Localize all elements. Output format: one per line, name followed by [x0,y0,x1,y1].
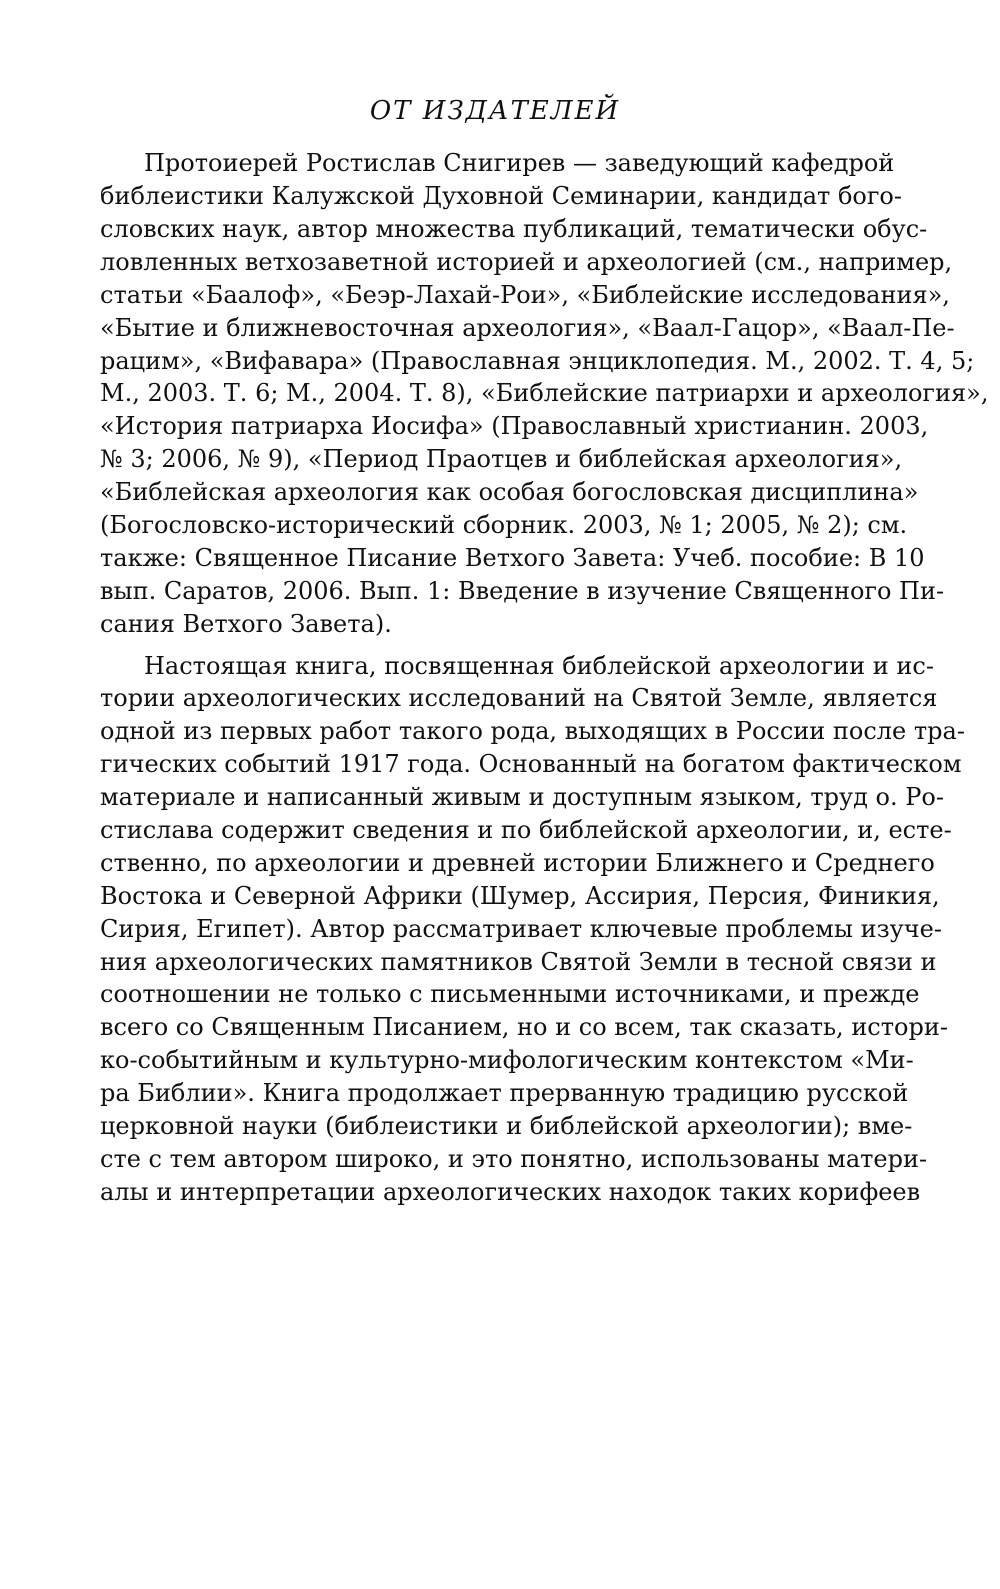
paragraph-1 [100,147,989,640]
text-line: «Бытие и ближневосточная археология», «Ваал-Гацор», «Ваал-Пе- [100,313,955,342]
text-line: сания Ветхого Завета). [100,609,392,638]
text-line: соотношении не только с письменными источниками, и прежде [100,980,920,1009]
text-line: «Библейская археология как особая богословская дисциплина» [100,478,919,507]
text-line: ко-событийным и культурно-мифологическим контекстом «Ми- [100,1046,914,1075]
text-line: ственно, по археологии и древней истории Ближнего и Среднего [100,848,935,877]
text-line: Настоящая книга, посвященная библейской археологии и ис- [144,651,934,680]
text-line: № 3; 2006, № 9), «Период Праотцев и библейская археология», [100,445,903,474]
text-line: ния археологических памятников Святой Земли в тесной связи и [100,947,937,976]
text-line: церковной науки (библеистики и библейской археологии); вме- [100,1112,913,1141]
text-line: материале и написанный живым и доступным языком, труд о. Ро- [100,783,944,812]
text-line: (Богословско-исторический сборник. 2003, № 1; 2005, № 2); см. [100,510,908,539]
text-line: ловленных ветхозаветной историей и археологией (см., например, [100,247,953,276]
text-line: алы и интерпретации археологических находок таких корифеев [100,1177,921,1206]
text-line: тории археологических исследований на Святой Земле, является [100,684,938,713]
text-line: Сирия, Египет). Автор рассматривает ключевые проблемы изуче- [100,914,942,943]
text-line: гических событий 1917 года. Основанный на богатом фактическом [100,750,962,779]
text-line: также: Священное Писание Ветхого Завета: Учеб. пособие: В 10 [100,543,925,572]
text-line: рацим», «Вифавара» (Православная энциклопедия. М., 2002. Т. 4, 5; [100,346,975,375]
paragraph-2 [100,650,965,1209]
text-line: сте с тем автором широко, и это понятно, использованы матери- [100,1144,928,1173]
text-line: «История патриарха Иосифа» (Православный христианин. 2003, [100,412,929,441]
text-line: ра Библии». Книга продолжает прерванную традицию русской [100,1079,909,1108]
text-line: словских наук, автор множества публикаций, тематически обус- [100,214,928,243]
text-line: статьи «Баалоф», «Беэр-Лахай-Рои», «Библейские исследования», [100,280,950,309]
text-line: Протоиерей Ростислав Снигирев — заведующий кафедрой [144,149,895,178]
text-line: вып. Саратов, 2006. Вып. 1: Введение в изучение Священного Пи- [100,576,945,605]
text-line: одной из первых работ такого рода, выходящих в России после тра- [100,717,965,746]
text-line: Востока и Северной Африки (Шумер, Ассирия, Персия, Финикия, [100,881,940,910]
text-line: стислава содержит сведения и по библейской археологии, и, есте- [100,816,952,844]
text-line: всего со Священным Писанием, но и со всем, так сказать, истори- [100,1013,948,1042]
page-title: ОТ ИЗДАТЕЛЕЙ [369,96,621,126]
text-line: М., 2003. Т. 6; М., 2004. Т. 8), «Библейские патриархи и археология», [100,379,989,408]
document-page [100,96,989,1209]
text-line: библеистики Калужской Духовной Семинарии, кандидат бого- [100,182,902,211]
